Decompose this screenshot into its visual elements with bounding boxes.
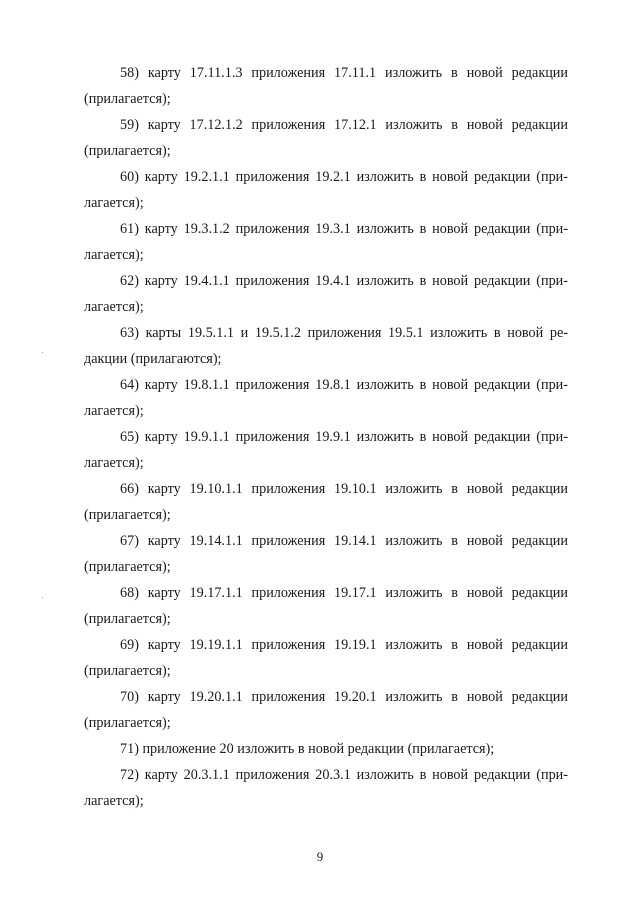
text-line: 61) карту 19.3.1.2 приложения 19.3.1 изложить в новой редакции (при-: [120, 221, 568, 237]
page-number: 9: [316, 849, 324, 864]
text-line: (прилагается);: [84, 507, 171, 523]
text-line: 63) карты 19.5.1.1 и 19.5.1.2 приложения 19.5.1 изложить в новой ре-: [120, 325, 568, 341]
text-line: 59) карту 17.12.1.2 приложения 17.12.1 изложить в новой редакции: [120, 117, 568, 133]
text-line: 64) карту 19.8.1.1 приложения 19.8.1 изложить в новой редакции (при-: [120, 377, 568, 393]
text-line: лагается);: [84, 299, 144, 315]
text-line: (прилагается);: [84, 91, 171, 107]
text-line: 58) карту 17.11.1.3 приложения 17.11.1 изложить в новой редакции: [120, 65, 568, 81]
text-line: 72) карту 20.3.1.1 приложения 20.3.1 изложить в новой редакции (при-: [120, 767, 568, 783]
text-line: (прилагается);: [84, 559, 171, 575]
text-line: лагается);: [84, 195, 144, 211]
text-line: 70) карту 19.20.1.1 приложения 19.20.1 изложить в новой редакции: [120, 689, 568, 705]
text-line: лагается);: [84, 247, 144, 263]
text-line: (прилагается);: [84, 715, 171, 731]
text-line: 65) карту 19.9.1.1 приложения 19.9.1 изложить в новой редакции (при-: [120, 429, 568, 445]
text-line: 69) карту 19.19.1.1 приложения 19.19.1 изложить в новой редакции: [120, 637, 568, 653]
scan-artifact: [42, 352, 43, 353]
text-line: 66) карту 19.10.1.1 приложения 19.10.1 изложить в новой редакции: [120, 481, 568, 497]
document-body: [84, 60, 568, 814]
text-line: лагается);: [84, 455, 144, 471]
text-line: 67) карту 19.14.1.1 приложения 19.14.1 изложить в новой редакции: [120, 533, 568, 549]
text-line: (прилагается);: [84, 663, 171, 679]
text-line: 62) карту 19.4.1.1 приложения 19.4.1 изложить в новой редакции (при-: [120, 273, 568, 289]
text-line: дакции (прилагаются);: [84, 351, 222, 367]
text-line: (прилагается);: [84, 143, 171, 159]
text-line: лагается);: [84, 793, 144, 809]
text-line: лагается);: [84, 403, 144, 419]
scan-artifact: [42, 597, 43, 598]
text-line: (прилагается);: [84, 611, 171, 627]
text-line: 60) карту 19.2.1.1 приложения 19.2.1 изложить в новой редакции (при-: [120, 169, 568, 185]
text-line: 68) карту 19.17.1.1 приложения 19.17.1 изложить в новой редакции: [120, 585, 568, 601]
text-line: 71) приложение 20 изложить в новой редакции (прилагается);: [120, 741, 495, 757]
